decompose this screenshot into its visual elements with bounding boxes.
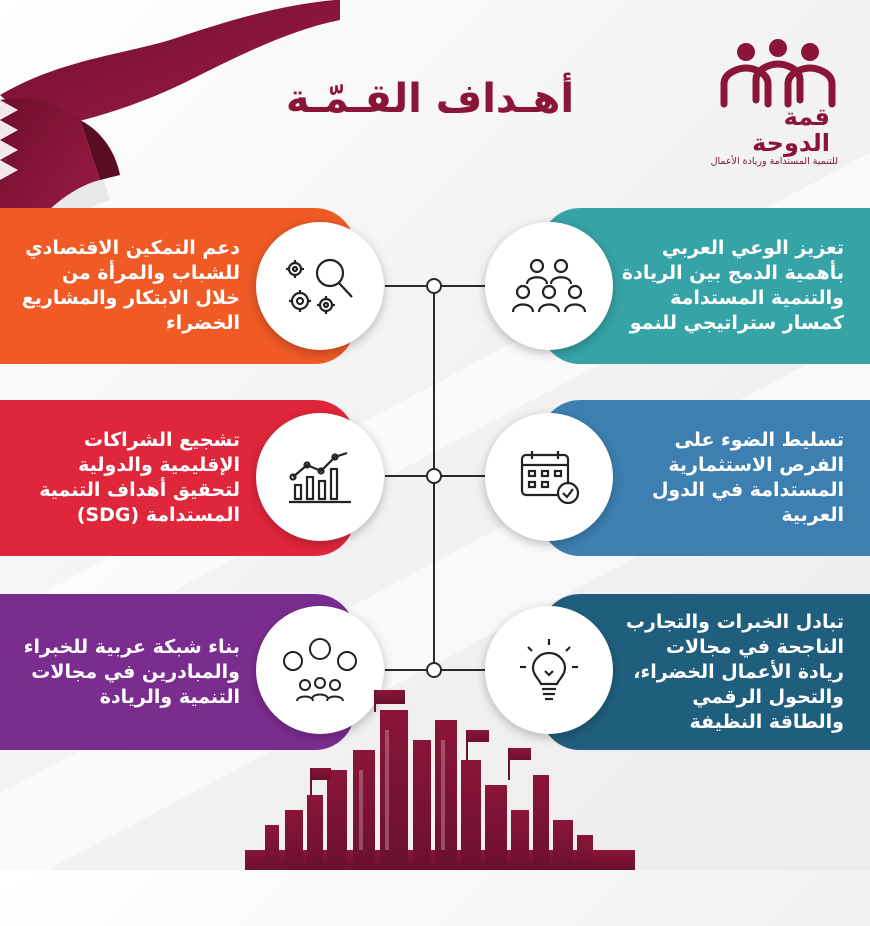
connector-node xyxy=(426,662,442,678)
logo-tagline: للتنمية المستدامة وريادة الأعمال xyxy=(710,156,838,167)
goal-text: تسليط الضوء على الفرص الاستثمارية المستدامة في الدول العربية xyxy=(651,429,844,526)
goal-text: بناء شبكة عربية للخبراء والمبادرين في مجالات التنمية والريادة xyxy=(23,635,240,708)
gears-magnifier-icon xyxy=(256,222,384,350)
goal-text: دعم التمكين الاقتصادي للشباب والمرأة من خلال الابتكار والمشاريع الخضراء xyxy=(21,237,240,334)
goal-text: تشجيع الشراكات الإقليمية والدولية لتحقيق أهداف التنمية المستدامة (SDG) xyxy=(39,429,240,526)
calendar-check-icon xyxy=(485,413,613,541)
doha-skyline xyxy=(245,690,635,870)
page-title: أهـداف القـمّـة xyxy=(285,76,575,122)
logo-name: قمة الدوحة xyxy=(752,103,830,157)
goal-text: تعزيز الوعي العربي بأهمية الدمج بين الريادة والتنمية المستدامة كمسار ستراتيجي للنمو xyxy=(621,237,844,334)
goal-text: تبادل الخبرات والتجارب الناجحة في مجالات ريادة الأعمال الخضراء، والتحول الرقمي والطاقة النظيفة xyxy=(625,610,844,733)
team-icon xyxy=(485,222,613,350)
connector-node xyxy=(426,468,442,484)
growth-chart-icon xyxy=(256,413,384,541)
connector-node xyxy=(426,278,442,294)
